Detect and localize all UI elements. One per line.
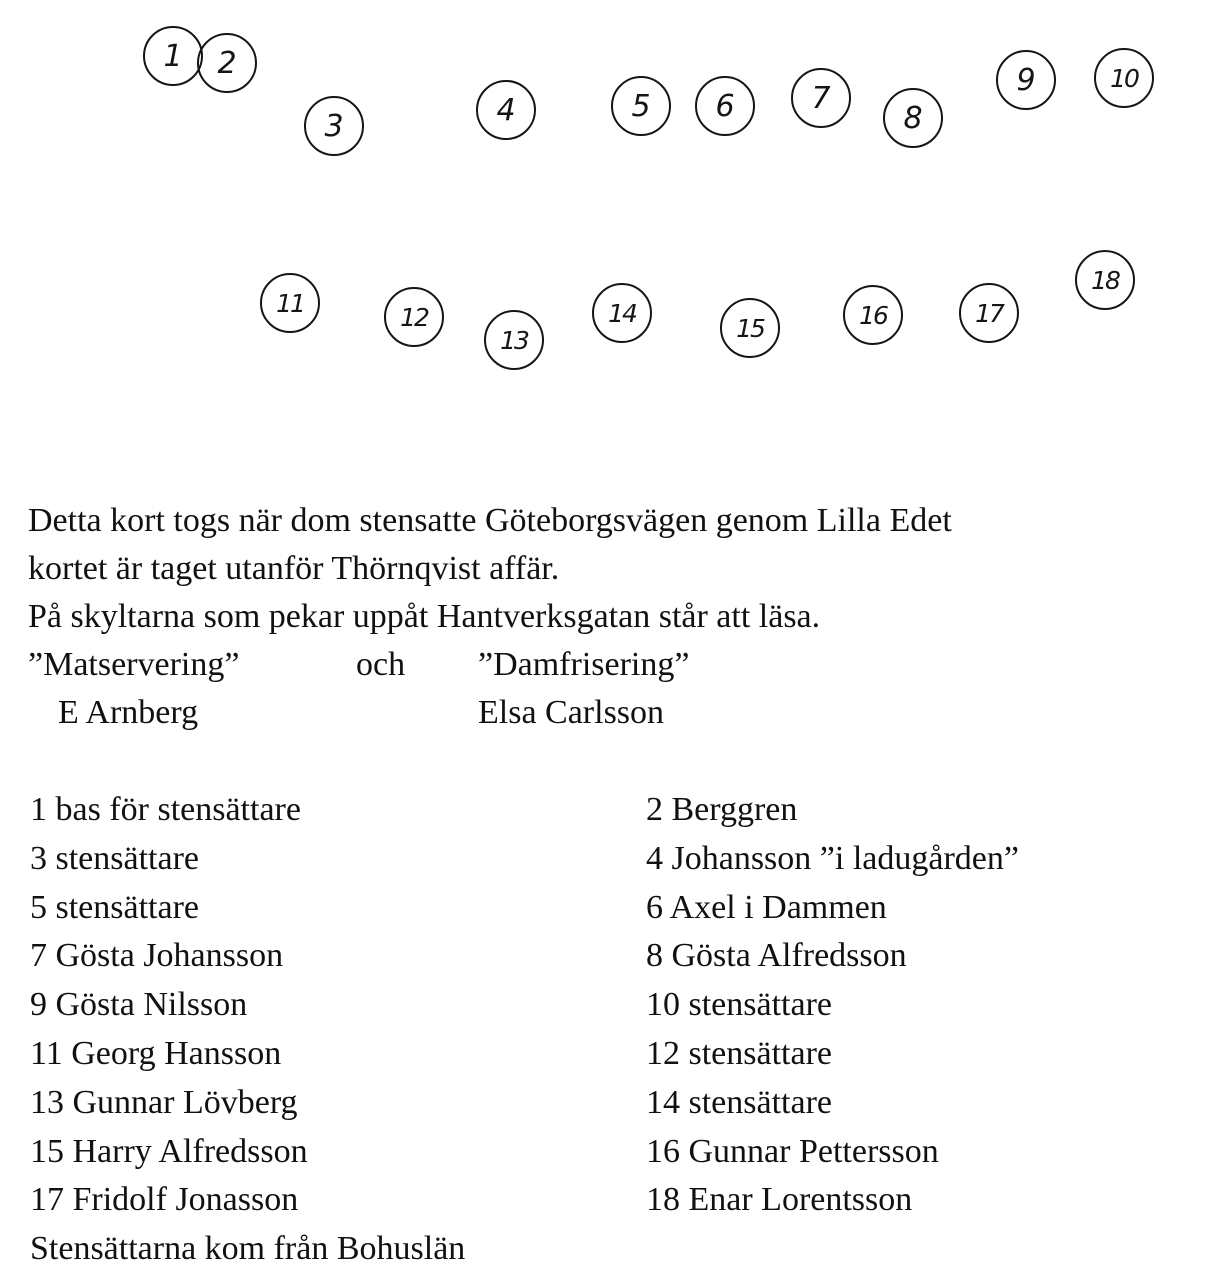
marker-5: 5 xyxy=(611,76,671,136)
marker-16: 16 xyxy=(843,285,903,345)
legend-row xyxy=(0,932,1206,981)
marker-13: 13 xyxy=(484,310,544,370)
legend-footnote: Stensättarna kom från Bohuslän xyxy=(30,1230,466,1268)
legend-entry: 18 Enar Lorentsson xyxy=(646,1181,913,1219)
sign-texts xyxy=(0,641,1206,737)
legend-entry: 13 Gunnar Lövberg xyxy=(30,1083,298,1121)
sign-1-text: ”Matservering” xyxy=(28,646,240,683)
photo-caption xyxy=(28,497,952,641)
legend-entry: 14 stensättare xyxy=(646,1083,832,1121)
marker-1: 1 xyxy=(143,26,203,86)
marker-8: 8 xyxy=(883,88,943,148)
marker-12: 12 xyxy=(384,287,444,347)
legend-row xyxy=(0,1128,1206,1177)
legend-row xyxy=(0,835,1206,884)
marker-9: 9 xyxy=(996,50,1056,110)
legend-entry: 2 Berggren xyxy=(646,791,798,828)
marker-7: 7 xyxy=(791,68,851,128)
legend-row xyxy=(0,1225,1206,1274)
sign-conjunction: och xyxy=(356,646,406,683)
legend-entry: 9 Gösta Nilsson xyxy=(30,986,248,1024)
sign-2-text: ”Damfrisering” xyxy=(478,646,690,683)
marker-6: 6 xyxy=(695,76,755,136)
caption-line: På skyltarna som pekar uppåt Hantverksgatan står att läsa. xyxy=(28,598,821,635)
legend-row xyxy=(0,786,1206,835)
marker-14: 14 xyxy=(592,283,652,343)
legend-entry: 8 Gösta Alfredsson xyxy=(646,937,907,975)
marker-15: 15 xyxy=(720,298,780,358)
legend-entry: 17 Fridolf Jonasson xyxy=(30,1181,299,1219)
legend-entry: 12 stensättare xyxy=(646,1034,832,1072)
sign-2-owner: Elsa Carlsson xyxy=(478,694,665,731)
legend-entry: 3 stensättare xyxy=(30,839,199,877)
legend-entry: 11 Georg Hansson xyxy=(30,1034,282,1072)
legend-entry: 4 Johansson ”i ladugården” xyxy=(646,839,1019,877)
legend-row xyxy=(0,1079,1206,1128)
marker-3: 3 xyxy=(304,96,364,156)
legend-entry: 10 stensättare xyxy=(646,986,832,1024)
legend-entry: 6 Axel i Dammen xyxy=(646,888,887,926)
legend-entry: 16 Gunnar Pettersson xyxy=(646,1132,939,1170)
legend-entry: 5 stensättare xyxy=(30,888,199,926)
legend-entry: 15 Harry Alfredsson xyxy=(30,1132,308,1170)
caption-line: kortet är taget utanför Thörnqvist affär. xyxy=(28,550,560,587)
marker-18: 18 xyxy=(1075,250,1135,310)
legend-row xyxy=(0,1030,1206,1079)
name-legend xyxy=(0,786,1206,1274)
marker-10: 10 xyxy=(1094,48,1154,108)
marker-2: 2 xyxy=(197,33,257,93)
legend-row xyxy=(0,1176,1206,1225)
legend-entry: 1 bas för stensättare xyxy=(30,791,301,828)
legend-entry: 7 Gösta Johansson xyxy=(30,937,284,975)
marker-11: 11 xyxy=(260,273,320,333)
caption-line: Detta kort togs när dom stensatte Göteborgsvägen genom Lilla Edet xyxy=(28,502,952,539)
sign-1-owner: E Arnberg xyxy=(58,694,199,731)
numbered-markers xyxy=(0,0,1206,420)
marker-4: 4 xyxy=(476,80,536,140)
marker-17: 17 xyxy=(959,283,1019,343)
legend-row xyxy=(0,981,1206,1030)
legend-row xyxy=(0,884,1206,933)
